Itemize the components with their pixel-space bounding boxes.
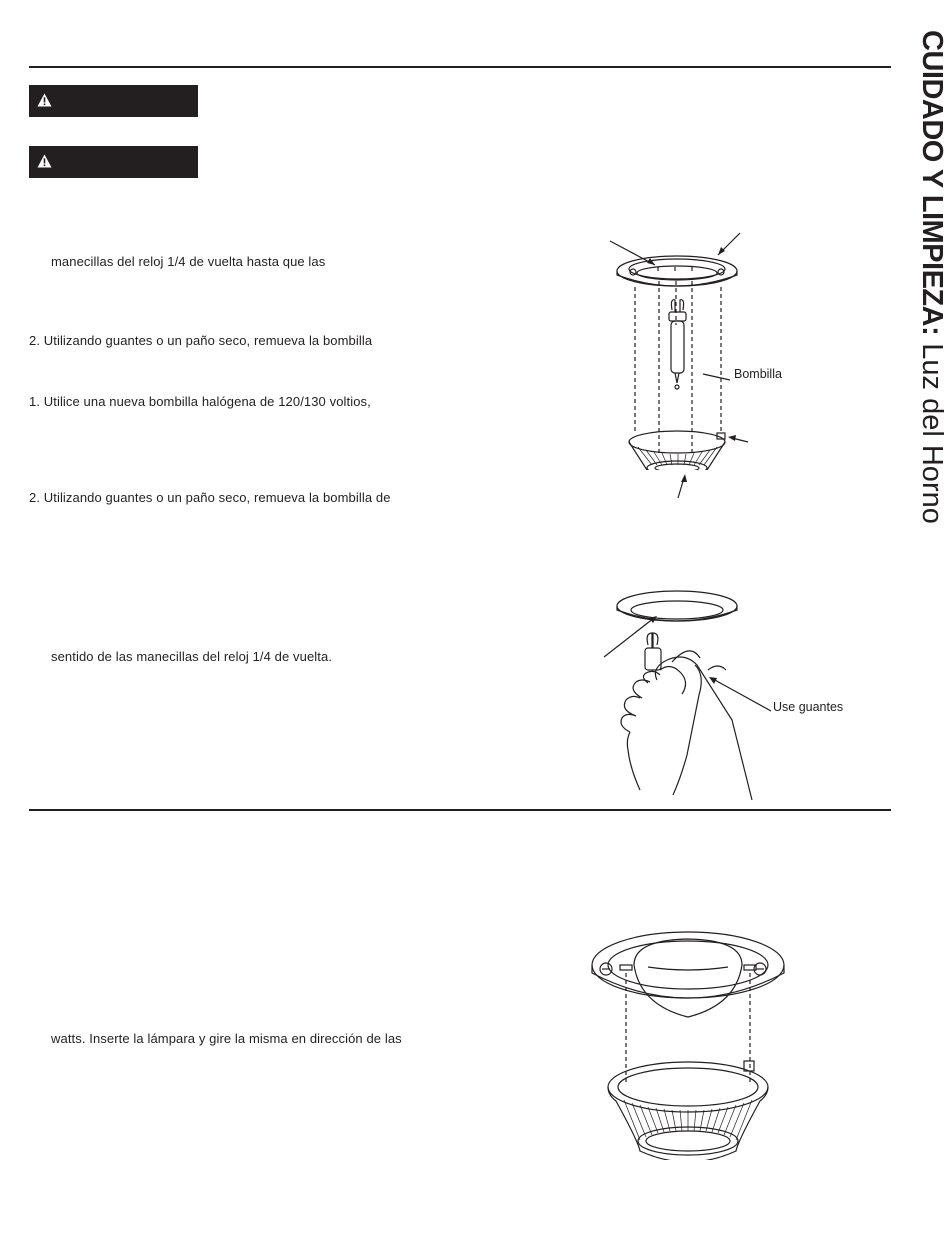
section-title-bold: CUIDADO Y LIMPIEZA:	[916, 30, 948, 336]
instruction-step: 2. Utilizando guantes o un paño seco, remueva la bombilla	[29, 333, 373, 348]
top-divider	[29, 66, 891, 68]
warning-triangle-icon	[37, 93, 52, 107]
section-title	[916, 30, 948, 524]
section-title-rest: Luz del Horno	[916, 343, 948, 524]
instruction-text: sentido de las manecillas del reloj 1/4 de vuelta.	[51, 649, 333, 664]
lens-arrow-icon	[672, 470, 692, 500]
instruction-step: 1. Utilice una nueva bombilla halógena de 120/130 voltios,	[29, 394, 371, 409]
instruction-text: watts. Inserte la lámpara y gire la misma en dirección de las	[51, 1031, 402, 1046]
instruction-step: 2. Utilizando guantes o un paño seco, remueva la bombilla de	[29, 490, 391, 505]
gloves-pointer-arrow	[703, 673, 773, 723]
halogen-light-exploded-diagram	[600, 225, 800, 470]
warning-bar-2	[29, 146, 198, 178]
warning-bar-1	[29, 85, 198, 117]
bulb-label: Bombilla	[734, 367, 782, 381]
gloves-label: Use guantes	[773, 700, 844, 714]
section-divider	[29, 809, 891, 811]
dome-light-exploded-diagram	[588, 925, 788, 1160]
instruction-text: manecillas del reloj 1/4 de vuelta hasta que las	[51, 254, 326, 269]
warning-triangle-icon	[37, 154, 52, 168]
